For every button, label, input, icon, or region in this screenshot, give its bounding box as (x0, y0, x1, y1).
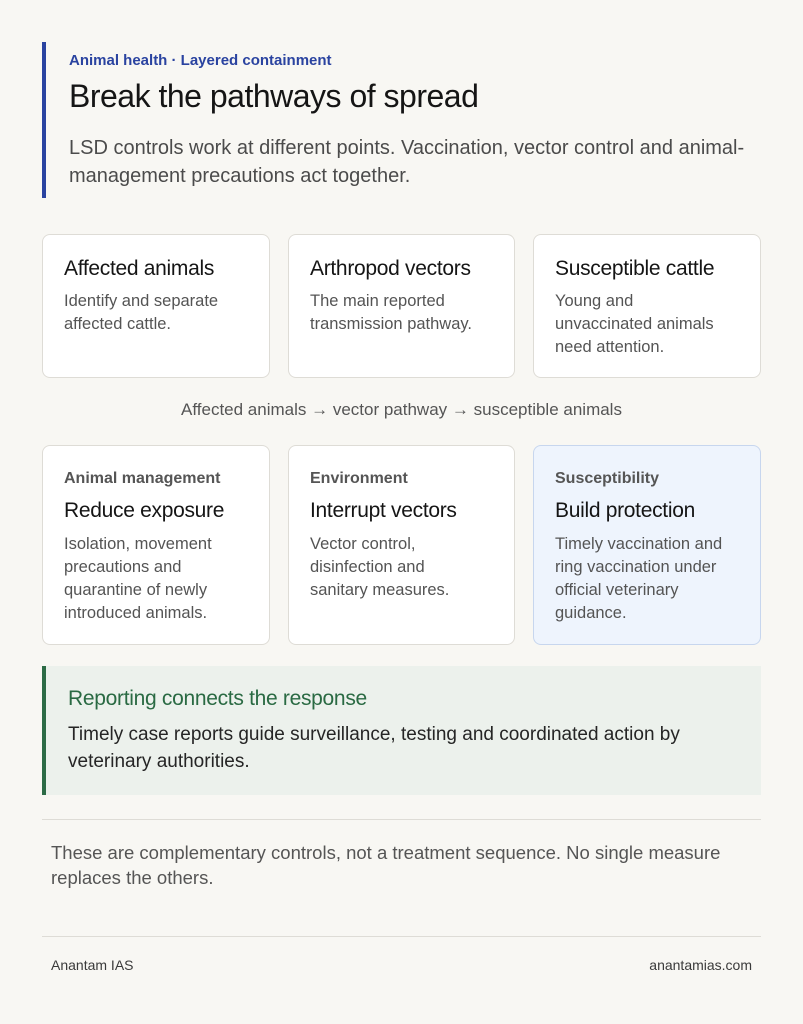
card-arthropod-vectors (288, 234, 515, 378)
callout-body: Timely case reports guide surveillance, testing and coordinated action by veterinary authorities. (68, 724, 680, 772)
card-eyebrow: Susceptibility (555, 470, 660, 487)
card-affected-animals (42, 234, 270, 378)
page-title: Break the pathways of spread (69, 78, 479, 114)
card-animal-management (42, 445, 270, 645)
card-body: Timely vaccination and ring vaccination under official veterinary guidance. (555, 535, 723, 622)
callout-title: Reporting connects the response (68, 687, 367, 710)
card-title: Arthropod vectors (310, 257, 471, 280)
card-susceptible-cattle (533, 234, 761, 378)
footnote: These are complementary controls, not a treatment sequence. No single measure replaces the others. (51, 842, 721, 888)
card-title: Reduce exposure (64, 499, 225, 522)
card-susceptibility (533, 445, 761, 645)
card-title: Susceptible cattle (555, 257, 715, 280)
divider (42, 936, 761, 937)
card-body: The main reported transmission pathway. (310, 292, 473, 333)
card-title: Affected animals (64, 257, 215, 280)
card-title: Interrupt vectors (310, 499, 457, 522)
header-eyebrow: Animal health · Layered containment (69, 52, 332, 69)
reporting-callout (42, 666, 761, 795)
divider (42, 819, 761, 820)
card-body: Isolation, movement precautions and quarantine of newly introduced animals. (64, 535, 212, 622)
card-body: Identify and separate affected cattle. (64, 292, 219, 333)
card-body: Vector control, disinfection and sanitary measures. (310, 535, 450, 599)
flow-caption: Affected animals → vector pathway → susceptible animals (181, 400, 622, 419)
card-eyebrow: Environment (310, 470, 408, 487)
card-environment (288, 445, 515, 645)
card-title: Build protection (555, 499, 695, 522)
card-body: Young and unvaccinated animals need attention. (555, 292, 714, 356)
footer-brand: Anantam IAS (51, 957, 134, 973)
header-block (42, 42, 762, 198)
card-eyebrow: Animal management (64, 470, 221, 487)
footer-website: anantamias.com (649, 957, 752, 973)
page-subtitle: LSD controls work at different points. Vaccination, vector control and animal-management precautions act together. (69, 137, 745, 187)
